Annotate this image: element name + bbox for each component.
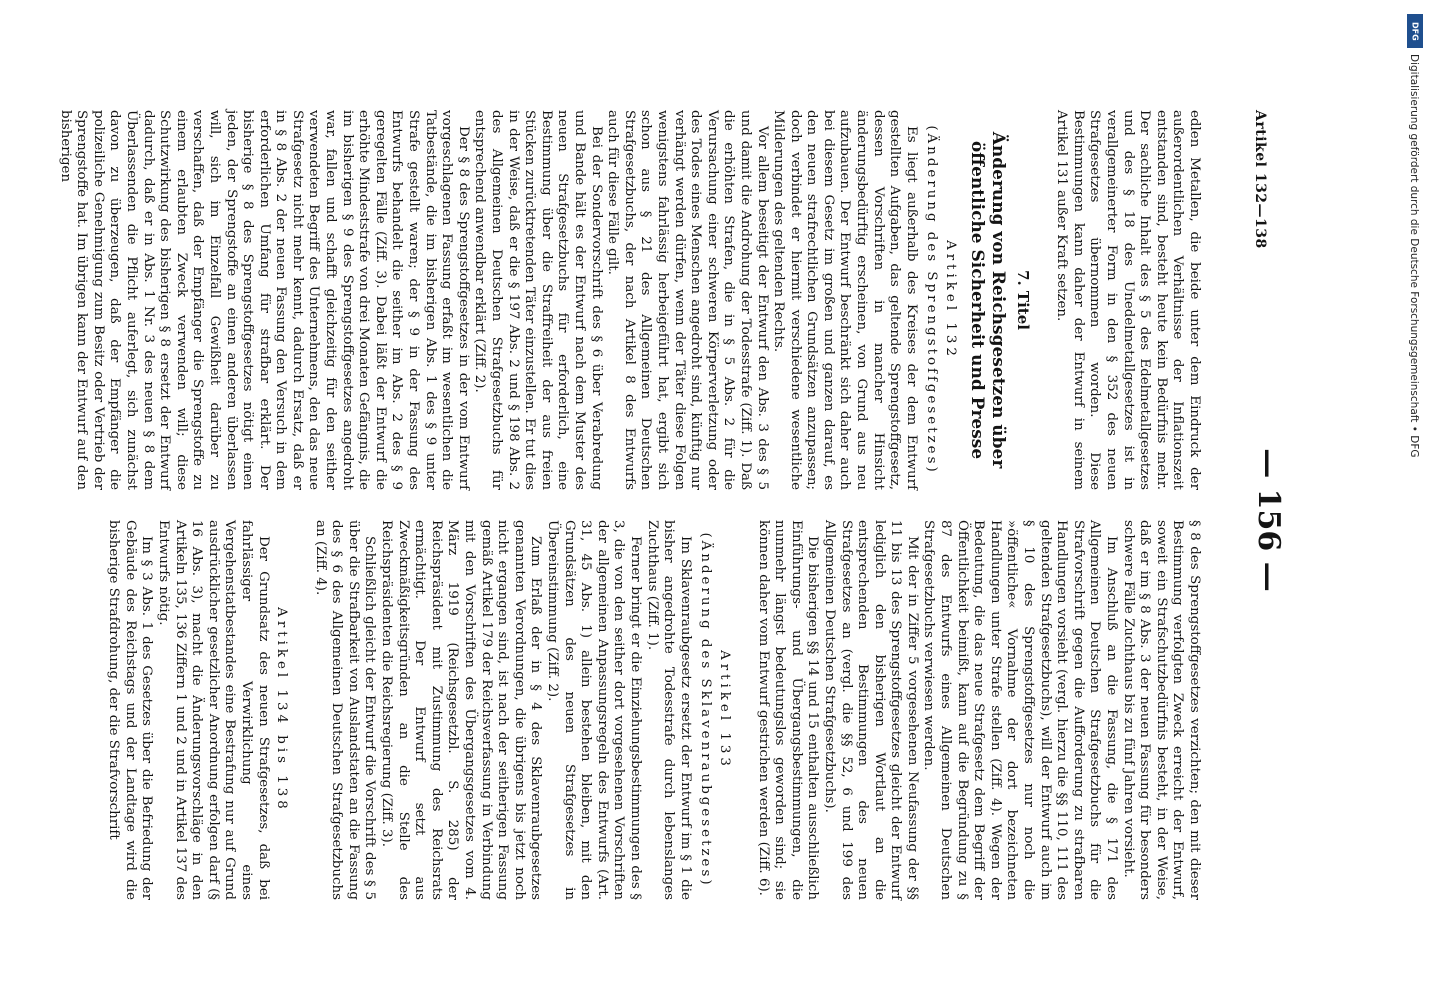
article-subheading: (Änderung des Sprengstoffgesetzes)	[924, 125, 940, 475]
section-number: 7. Titel	[1013, 270, 1032, 330]
article-subheading: (Änderung des Sklavenraubgesetzes)	[698, 532, 714, 888]
article-heading: Artikel 133	[716, 650, 732, 770]
left-column	[56, 110, 1202, 490]
page-number: — 156 —	[1251, 448, 1286, 592]
paragraph: Im Anschluß an die Fassung, die § 171 des Allgemeinen Deutschen Strafgesetzbuchs für die Strafvorschrift gegen die Aufforderung zu strafbaren Handlungen vorsieht (vergl. hierzu die §§ 110, 111 des geltenden Strafgesetzbuchs), will der Entwurf auch im § 10 des Sprengstoffgesetzes nur noch die »öffentliche« Vornahme der dort bezeichneten Handlungen unter Strafe stellen (Ziff. 4). Wegen der Bedeutung, die das neue Strafgesetz dem Begriff der Öffentlichkeit beimißt, kann auf die Begründung zu § 87 des Entwurfs eines Allgemeinen Deutschen Strafgesetzbuchs verwiesen werden.	[921, 520, 1120, 900]
paragraph: Der Grundsatz des neuen Strafgesetzes, daß bei fahrlässiger Verwirklichung eines Vergehenstatbestandes eine Bestrafung nur auf Grund ausdrücklicher gesetzlicher Anordnung erfolgen darf (§ 16 Abs. 3), macht die Änderungsvorschläge in den Artikeln 135, 136 Ziffern 1 und 2 und in Artikel 137 des Entwurfs nötig.	[155, 520, 271, 900]
paragraph: Die bisherigen §§ 14 und 15 enthalten ausschließlich Einführungs- und Übergangsbestimmungen, die nunmehr längst bedeutungslos geworden sind; sie können daher vom Entwurf gestrichen werden (Ziff. 6).	[755, 520, 821, 900]
dfg-logo-icon: DFG	[1407, 14, 1423, 48]
paragraph: Im § 3 Abs. 1 des Gesetzes über die Befriedung der Gebäude des Reichstags und der Landtage wird die bisherige Strafdrohung, der die Strafvorschrift	[106, 520, 155, 900]
article-heading: Artikel 132	[943, 240, 959, 360]
section-title: Änderung von Reichsgesetzen über öffentliche Sicherheit und Presse	[967, 131, 1009, 469]
digitization-credit	[1406, 14, 1426, 994]
credit-text: Digitalisierung gefördert durch die Deutsche Forschungsgemeinschaft • DFG	[1408, 54, 1420, 458]
paragraph: Der § 8 des Sprengstoffgesetzes in der vom Entwurf vorgeschlagenen Fassung erfaßt im wesentlichen die Tatbestände, die im bisherigen Abs. 1 des § 9 unter Strafe gestellt waren; der § 9 in der Fassung des Entwurfs behandelt die seither im Abs. 2 des § 9 geregelten Fälle (Ziff. 3). Dabei läßt der Entwurf die erhöhte Mindeststrafe von drei Monaten Gefängnis, die im bisherigen § 9 des Sprengstoffgesetzes angedroht war, fallen und schafft gleichzeitig für den seither verwendeten Begriff des Unternehmens, den das neue Strafgesetz nicht mehr kennt, dadurch Ersatz, daß er in § 8 Abs. 2 der neuen Fassung den Versuch in dem erforderlichen Umfang für strafbar erklärt. Der bisherige § 8 des Sprengstoffgesetzes nötigt einen jeden, der Sprengstoffe an einen anderen überlassen will, sich im Einzelfall Gewißheit darüber zu verschaffen, daß der Empfänger die Sprengstoffe zu einem erlaubten Zweck verwenden will; diese Schutzwirkung des bisherigen § 8 ersetzt der Entwurf dadurch, daß er in Abs. 1 Nr. 3 des neuen § 8 dem Überlassenden die Pflicht auferlegt, sich zunächst davon zu überzeugen, daß der Empfänger die polizeiliche Genehmigung zum Besitz oder Vertrieb der Sprengstoffe hat. Im übrigen kann der Entwurf auf den bisherigen	[57, 110, 471, 490]
paragraph: Schließlich gleicht der Entwurf die Vorschrift des § 5 über die Strafbarkeit von Auslandstaten an die Fassung des § 6 des Allgemeinen Deutschen Strafgesetzbuchs an (Ziff. 4).	[312, 520, 378, 900]
page-header	[1242, 110, 1286, 930]
paragraph: Im Sklavenraubgesetz ersetzt der Entwurf im § 1 die bisher angedrohte Todesstrafe durch lebenslanges Zuchthaus (Ziff. 1).	[644, 520, 693, 900]
paragraph: Vor allem beseitigt der Entwurf den Abs. 3 des § 5 und damit die Androhung der Todesstrafe (Ziff. 1). Daß die erhöhten Strafen, die in § 5 Abs. 2 für die Verursachung einer schweren Körperverletzung oder des Todes eines Menschen angedroht sind, künftig nur verhängt werden dürfen, wenn der Täter diese Folgen wenigstens fahrlässig herbeigeführt hat, ergibt sich schon aus § 21 des Allgemeinen Deutschen Strafgesetzbuchs, der nach Artikel 8 des Entwurfs auch für diese Fälle gilt.	[605, 110, 770, 490]
paragraph: Zum Erlaß der in § 4 des Sklavenraubgesetzes genannten Verordnungen, die übrigens bis jetzt noch nicht ergangen sind, ist nach der seitherigen Fassung gemäß Artikel 179 der Reichsverfassung in Verbindung mit den Vorschriften des Übergangsgesetzes vom 4. März 1919 (Reichsgesetzbl. S. 285) der Reichspräsident mit Zustimmung des Reichsrats ermächtigt. Der Entwurf setzt aus Zweckmäßigkeitsgründen an die Stelle des Reichspräsidenten die Reichsregierung (Ziff. 3).	[379, 520, 544, 900]
article-heading: Artikel 134 bis 138	[274, 607, 290, 813]
paragraph: Mit der in Ziffer 5 vorgesehenen Neufassung der §§ 11 bis 13 des Sprengstoffgesetzes gleicht der Entwurf lediglich den bisherigen Wortlaut an die entsprechenden Bestimmungen des neuen Strafgesetzes an (vergl. die §§ 52, 6 und 199 des Allgemeinen Deutschen Strafgesetzbuchs).	[821, 520, 920, 900]
paragraph: Bei der Sondervorschrift des § 6 über Verabredung und Bande hält es der Entwurf nach dem Muster des neuen Strafgesetzbuchs für erforderlich, eine Bestimmung über die Straffreiheit der aus freien Stücken zurücktretenden Täter einzustellen. Er tut dies in der Weise, daß er die § 197 Abs. 2 und § 198 Abs. 2 des Allgemeinen Deutschen Strafgesetzbuchs für entsprechend anwendbar erklärt (Ziff. 2).	[472, 110, 604, 490]
paragraph: § 8 des Sprengstoffgesetzes verzichten; den mit dieser Bestimmung verfolgten Zweck erreicht der Entwurf, soweit ein Strafschutzbedürfnis besteht, in der Weise, daß er im § 8 Abs. 3 der neuen Fassung für besonders schwere Fälle Zuchthaus bis zu fünf Jahren vorsieht.	[1120, 520, 1202, 900]
running-head: Artikel 132—138	[1252, 110, 1268, 249]
right-column	[105, 520, 1202, 900]
paragraph: Ferner bringt er die Einziehungsbestimmungen des § 3, die von den seither dort vorgesehenen Vorschriften der allgemeinen Anpassungsregeln des Entwurfs (Art. 31, 45 Abs. 1) allein bestehen bleiben, mit den Grundsätzen des neuen Strafgesetzes in Übereinstimmung (Ziff. 2).	[545, 520, 643, 900]
paragraph: edlen Metallen, die beide unter dem Eindruck der außerordentlichen Verhältnisse der Inflationszeit entstanden sind, besteht heute kein Bedürfnis mehr. Der sachliche Inhalt des § 5 des Edelmetallgesetzes und des § 18 des Unedelmetallgesetzes ist in verallgemeinerter Form in den § 352 des neuen Strafgesetzes übernommen worden. Diese Bestimmungen kann daher der Entwurf in seinem Artikel 131 außer Kraft setzen.	[1054, 110, 1202, 490]
paragraph: Es liegt außerhalb des Kreises der dem Entwurf gestellten Aufgaben, das geltende Sprengstoffgesetz, dessen Vorschriften in mancher Hinsicht änderungsbedürftig erscheinen, von Grund aus neu aufzubauen. Der Entwurf beschränkt sich daher auch bei diesem Gesetz im großen und ganzen darauf, es den neuen strafrechtlichen Grundsätzen anzupassen; doch verbindet er hiermit verschiedene wesentliche Milderungen des geltenden Rechts.	[771, 110, 919, 490]
